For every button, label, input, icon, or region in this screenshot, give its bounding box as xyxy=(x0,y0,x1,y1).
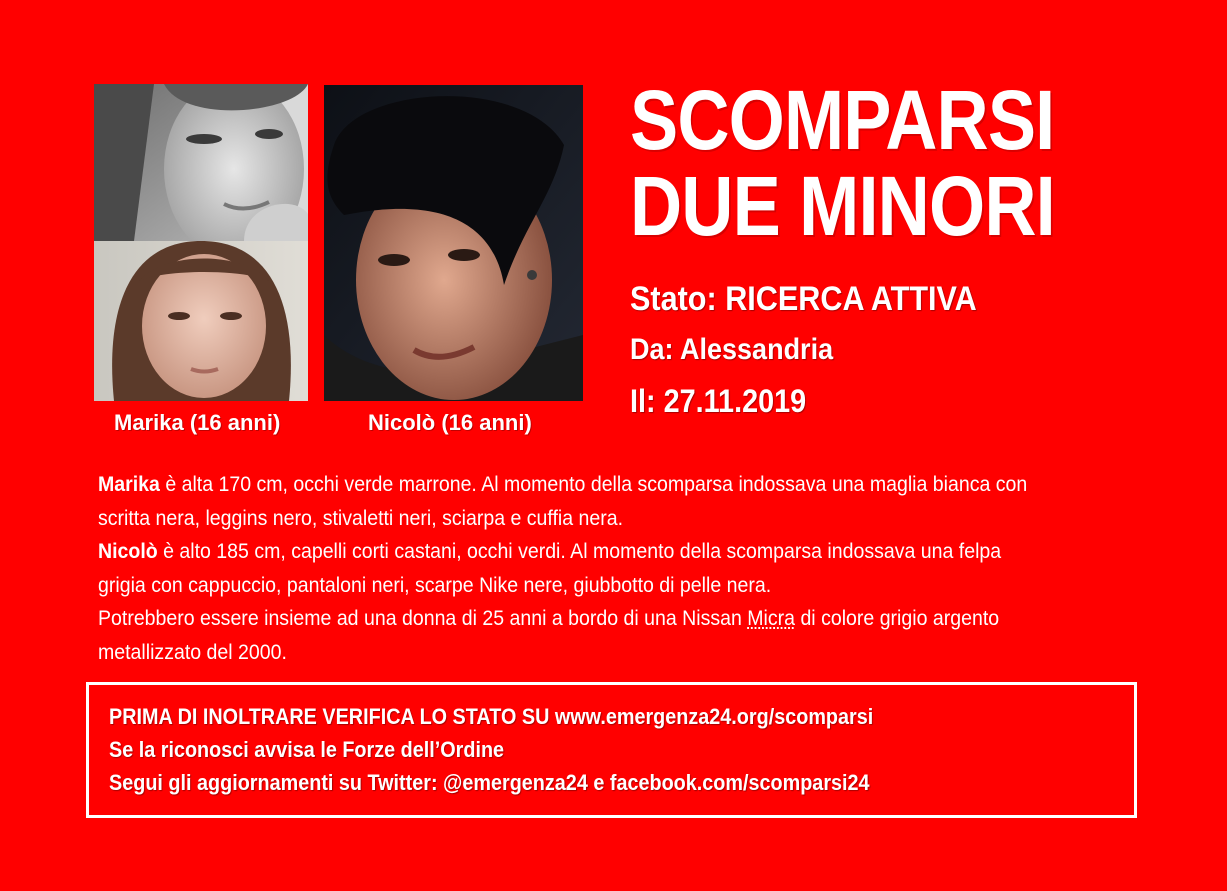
description-nicolo-name: Nicolò xyxy=(98,540,158,563)
notice-box xyxy=(86,682,1137,818)
marika-photo-grayscale xyxy=(94,84,308,241)
notice-follow-line: Segui gli aggiornamenti su Twitter: @emergenza24 e facebook.com/scomparsi24 xyxy=(109,770,870,795)
marika-photo-color xyxy=(94,241,308,401)
caption-nicolo: Nicolò (16 anni) xyxy=(368,410,532,435)
description-marika xyxy=(98,468,1037,535)
description-marika-name: Marika xyxy=(98,473,160,496)
title-line-1: SCOMPARSI xyxy=(630,73,1055,167)
nicolo-photo xyxy=(324,85,583,401)
caption-marika: Marika (16 anni) xyxy=(114,410,281,435)
description-nicolo-text: è alto 185 cm, capelli corti castani, occhi verdi. Al momento della scomparsa indossava una felpa grigia con cappuccio, pantaloni neri, scarpe Nike nere, giubbotto di pelle nera. xyxy=(98,540,1002,597)
description-extra-before: Potrebbero essere insieme ad una donna di 25 anni a bordo di una Nissan xyxy=(98,607,748,630)
notice-verify-line: PRIMA DI INOLTRARE VERIFICA LO STATO SU www.emergenza24.org/scomparsi xyxy=(109,704,874,729)
description-nicolo xyxy=(98,535,1037,602)
location-line: Da: Alessandria xyxy=(630,333,834,366)
description-extra-after: di colore grigio argento metallizzato del 2000. xyxy=(98,607,1000,664)
description xyxy=(98,468,1037,669)
description-extra xyxy=(98,602,1037,669)
description-extra-micra: Micra xyxy=(747,607,796,630)
date-line: Il: 27.11.2019 xyxy=(630,383,807,419)
notice-alert-line: Se la riconosci avvisa le Forze dell’Ordine xyxy=(109,737,505,762)
description-marika-text: è alta 170 cm, occhi verde marrone. Al momento della scomparsa indossava una maglia bianca con scritta nera, leggins nero, stivaletti neri, sciarpa e cuffia nera. xyxy=(98,473,1028,530)
page-title xyxy=(630,73,1055,253)
title-line-2: DUE MINORI xyxy=(630,159,1055,253)
status-line: Stato: RICERCA ATTIVA xyxy=(630,280,977,318)
